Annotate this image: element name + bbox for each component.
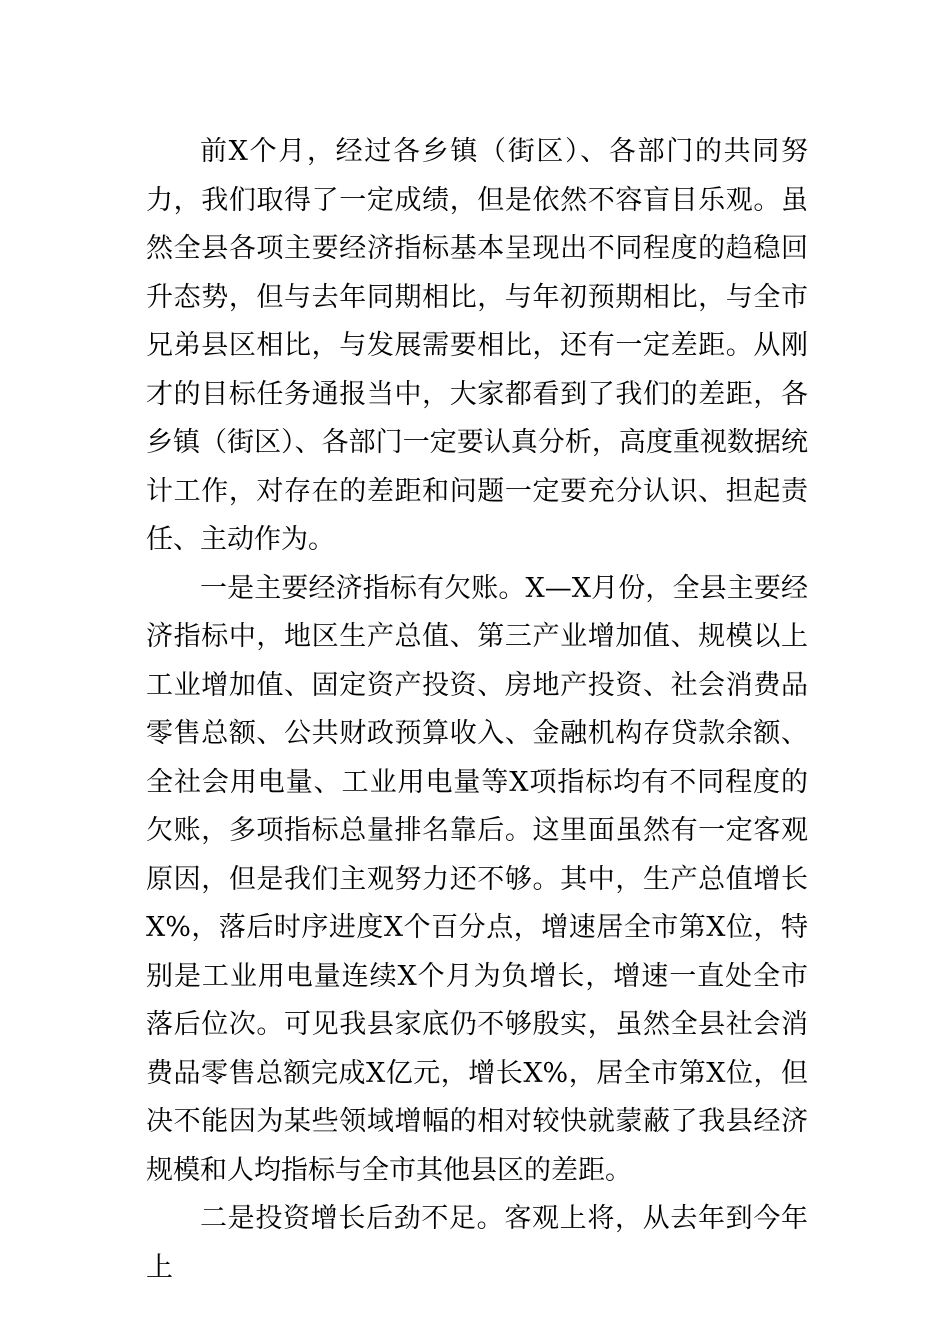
document-page [146,128,808,1292]
paragraph-intro: 前X个月，经过各乡镇（街区）、各部门的共同努力，我们取得了一定成绩，但是依然不容盲目乐观。虽然全县各项主要经济指标基本呈现出不同程度的趋稳回升态势，但与去年同期相比，与年初预期相比，与全市兄弟县区相比，与发展需要相比，还有一定差距。从刚才的目标任务通报当中，大家都看到了我们的差距，各乡镇（街区）、各部门一定要认真分析，高度重视数据统计工作，对存在的差距和问题一定要充分认识、担起责任、主动作为。 [146,136,808,555]
paragraph-point-one: 一是主要经济指标有欠账。X—X月份，全县主要经济指标中，地区生产总值、第三产业增加值、规模以上工业增加值、固定资产投资、房地产投资、社会消费品零售总额、公共财政预算收入、金融机构存贷款余额、全社会用电量、工业用电量等X项指标均有不同程度的欠账，多项指标总量排名靠后。这里面虽然有一定客观原因，但是我们主观努力还不够。其中，生产总值增长X%，落后时序进度X个百分点，增速居全市第X位，特别是工业用电量连续X个月为负增长，增速一直处全市落后位次。可见我县家底仍不够殷实，虽然全县社会消费品零售总额完成X亿元，增长X%，居全市第X位，但决不能因为某些领域增幅的相对较快就蒙蔽了我县经济规模和人均指标与全市其他县区的差距。 [146,572,808,1186]
paragraph-point-two: 二是投资增长后劲不足。客观上将，从去年到今年上 [146,1203,808,1283]
